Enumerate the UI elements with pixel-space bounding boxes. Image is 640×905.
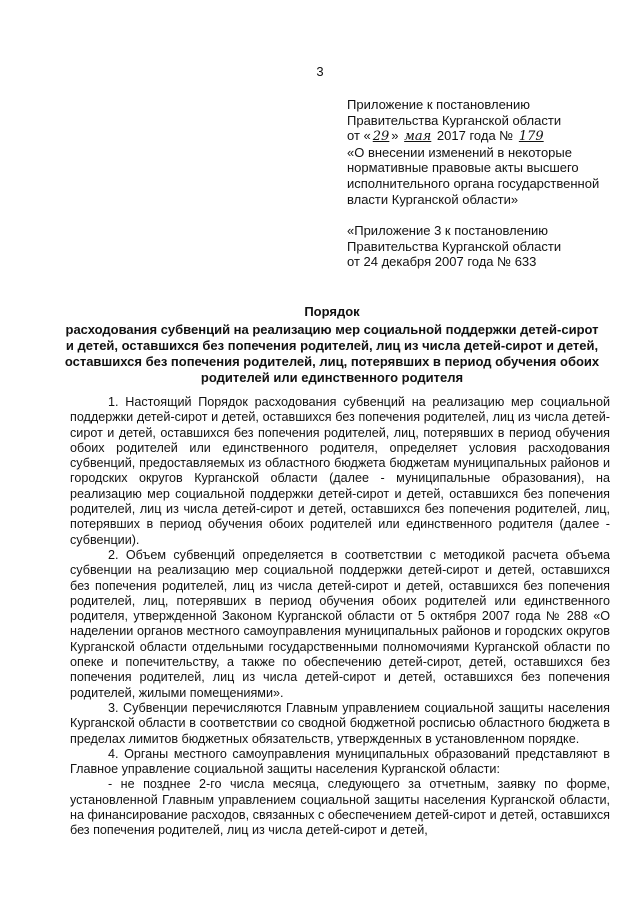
title-subtitle: расходования субвенций на реализацию мер социальной поддержки детей-сирот и детей, оставшихся без попечения родителей, лиц из числа детей-сирот и детей, оставшихся без попечения родителей, лиц, потерявших в период обучения обоих родителей или единственного родителя [64, 322, 600, 385]
appendix-line-2: Правительства Курганской области [347, 112, 562, 128]
date-year: 2017 года № [436, 128, 514, 144]
page-number: 3 [316, 64, 324, 79]
document-title [64, 304, 600, 386]
appendix-line-1: Приложение к постановлению [347, 97, 530, 112]
appendix2-line-3: от 24 декабря 2007 года № 633 [347, 254, 537, 270]
date-number: 179 [518, 129, 544, 145]
paragraph-2: 2. Объем субвенций определяется в соответствии с методикой расчета объема субвенции на реализацию мер социальной поддержки детей-сирот и детей, оставшихся без попечения родителей, лиц из числа детей-сирот и детей, оставшихся без попечения родителей, лиц, потерявших в период обучения обоих родителей или единственного родителя, утвержденной Законом Курганской области от 5 октября 2007 года № 288 «О наделении органов местного самоуправления муниципальных районов и городских округов Курганской области отдельными государственными полномочиями Курганской области по опеке и попечительству, а также по обеспечению детей-сирот, детей, оставшихся без попечения родителей, лиц из числа детей-сирот и детей, оставшихся без попечения родителей, жилыми помещениями». [70, 547, 610, 700]
date-month: мая [404, 129, 432, 145]
appendix2-line-1: «Приложение 3 к постановлению [347, 223, 549, 239]
appendix-header [347, 97, 622, 270]
paragraph-1: 1. Настоящий Порядок расходования субвенций на реализацию мер социальной поддержки детей-сирот и детей, оставшихся без попечения родителей, лиц из числа детей-сирот и детей, оставшихся без попечения родителей, лиц, потерявших в период обучения обоих родителей или единственного родителя, определяет условия расходования субвенций, предоставляемых из областного бюджета бюджетам муниципальных районов и городских округов Курганской области (далее - муниципальные образования), на реализацию мер социальной поддержки детей-сирот и детей, оставшихся без попечения родителей, лиц из числа детей-сирот и детей, оставшихся без попечения родителей, лиц, потерявших в период обучения обоих родителей или единственного родителя (далее - субвенции). [70, 395, 610, 547]
date-day: 29 [372, 129, 390, 145]
date-mid: » [391, 128, 399, 144]
paragraph-5: - не позднее 2-го числа месяца, следующего за отчетным, заявку по форме, установленной Главным управлением социальной защиты населения Курганской области, на финансирование расходов, связанных с обеспечением детей-сирот и детей, оставшихся без попечения родителей, лиц из числа детей-сирот и детей, [70, 777, 610, 838]
date-prefix: от « [347, 128, 371, 144]
title-main: Порядок [304, 304, 360, 319]
appendix-date-line [347, 128, 622, 145]
appendix2-line-2: Правительства Курганской области [347, 238, 562, 254]
paragraph-4: 4. Органы местного самоуправления муниципальных образований представляют в Главное управление социальной защиты населения Курганской области: [70, 746, 610, 777]
document-body [70, 395, 610, 839]
appendix-description: «О внесении изменений в некоторые нормативные правовые акты высшего исполнительного органа государственной власти Курганской области» [347, 144, 600, 207]
paragraph-3: 3. Субвенции перечисляются Главным управлением социальной защиты населения Курганской области в соответствии со сводной бюджетной росписью областного бюджета в пределах лимитов бюджетных обязательств, утвержденных в установленном порядке. [70, 700, 610, 746]
